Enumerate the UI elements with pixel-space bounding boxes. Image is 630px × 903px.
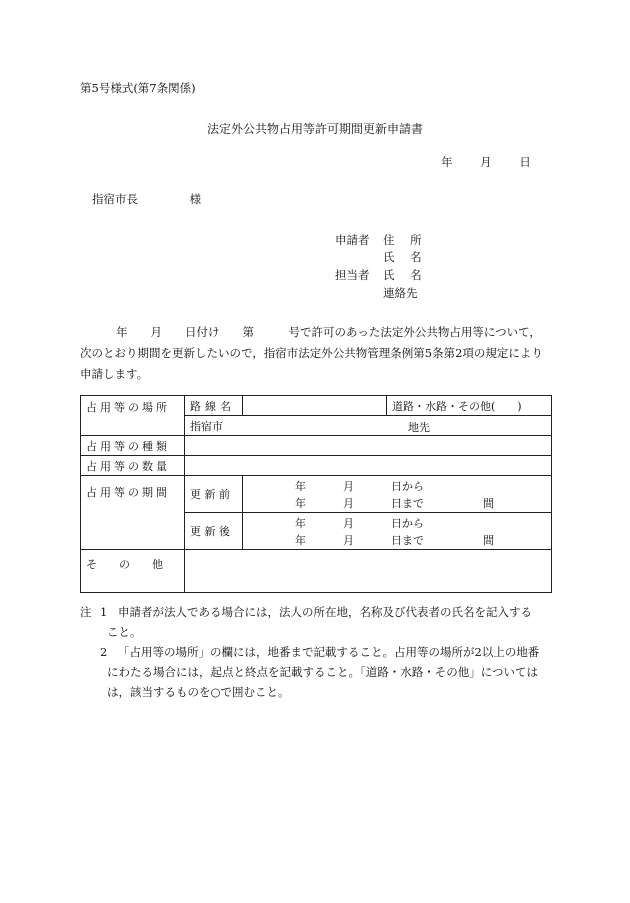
body-line-3: 申請します。 (80, 367, 149, 381)
contact-label: 連絡先 (383, 286, 418, 300)
after-from-label: 日から (391, 517, 424, 530)
route-label: 路線名 (185, 396, 243, 416)
after-from-month: 月 (343, 517, 354, 530)
type-input[interactable] (185, 436, 552, 456)
before-to-month: 月 (343, 497, 354, 510)
place-label: 占用等の場所 (81, 396, 185, 436)
note-2-number: 2 (100, 645, 108, 659)
notes-lead: 注 (80, 605, 92, 619)
date-month-label: 月 (480, 155, 492, 169)
before-to-year: 年 (295, 497, 306, 510)
before-label: 更 新 前 (185, 476, 243, 513)
lot-label: 地先 (408, 421, 430, 434)
note-2-line-3: は，該当するものを○で囲むこと。 (107, 685, 290, 699)
note-1-line-1: 申請者が法人である場合には，法人の所在地，名称及び代表者の氏名を記入する (118, 605, 532, 619)
note-1-line-2: こと。 (107, 625, 142, 639)
form-number: 第5号様式(第7条関係) (80, 81, 196, 95)
after-to-month: 月 (343, 534, 354, 547)
before-to-label: 日まで (391, 497, 424, 510)
other-label: そ の 他 (81, 550, 185, 593)
date-year-label: 年 (441, 155, 453, 169)
after-from-year: 年 (295, 517, 306, 530)
type-label: 占用等の種類 (81, 436, 185, 456)
before-from-year: 年 (295, 480, 306, 493)
addressee-name: 指宿市長 (92, 192, 138, 206)
person-in-charge-name-label: 氏 名 (383, 268, 428, 282)
after-label: 更 新 後 (185, 513, 243, 550)
applicant-label: 申請者 (335, 233, 370, 247)
period-label: 占用等の期間 (81, 476, 185, 550)
after-span-label: 間 (483, 534, 494, 547)
applicant-name-label: 氏 名 (383, 250, 428, 264)
place-detail-cell[interactable] (185, 416, 552, 436)
body-line-1: 年 月 日付け 第 号で許可のあった法定外公共物占用等について， (116, 325, 541, 339)
date-line (441, 154, 531, 170)
applicant-address-label: 住 所 (383, 233, 428, 247)
note-1-number: 1 (100, 605, 108, 619)
body-line-2: 次のとおり期間を更新したいので，指宿市法定外公共物管理条例第5条第2項の規定により (80, 346, 543, 360)
before-from-label: 日から (391, 480, 424, 493)
road-type-cell[interactable]: 道路・水路・その他( ) (387, 396, 552, 416)
addressee (92, 191, 201, 207)
quantity-input[interactable] (185, 456, 552, 476)
before-span-label: 間 (483, 497, 494, 510)
route-input[interactable] (243, 396, 387, 416)
note-2-line-2: にわたる場合には，起点と終点を記載すること。「道路・水路・その他」については (107, 665, 539, 679)
before-period-cell[interactable] (243, 476, 552, 513)
after-period-cell[interactable] (243, 513, 552, 550)
other-input[interactable] (185, 550, 552, 593)
application-table (80, 395, 552, 593)
after-to-year: 年 (295, 534, 306, 547)
before-from-month: 月 (343, 480, 354, 493)
after-to-label: 日まで (391, 534, 424, 547)
date-day-label: 日 (519, 155, 531, 169)
note-2-line-1: 「占用等の場所」の欄には，地番まで記載すること。占用等の場所が2以上の地番 (118, 645, 540, 659)
person-in-charge-label: 担当者 (335, 268, 370, 282)
request-body (80, 322, 550, 385)
document-title: 法定外公共物占用等許可期間更新申請書 (206, 122, 423, 136)
addressee-honorific: 様 (189, 192, 202, 206)
notes (80, 602, 555, 702)
city-label: 指宿市 (190, 419, 223, 433)
quantity-label: 占用等の数量 (81, 456, 185, 476)
